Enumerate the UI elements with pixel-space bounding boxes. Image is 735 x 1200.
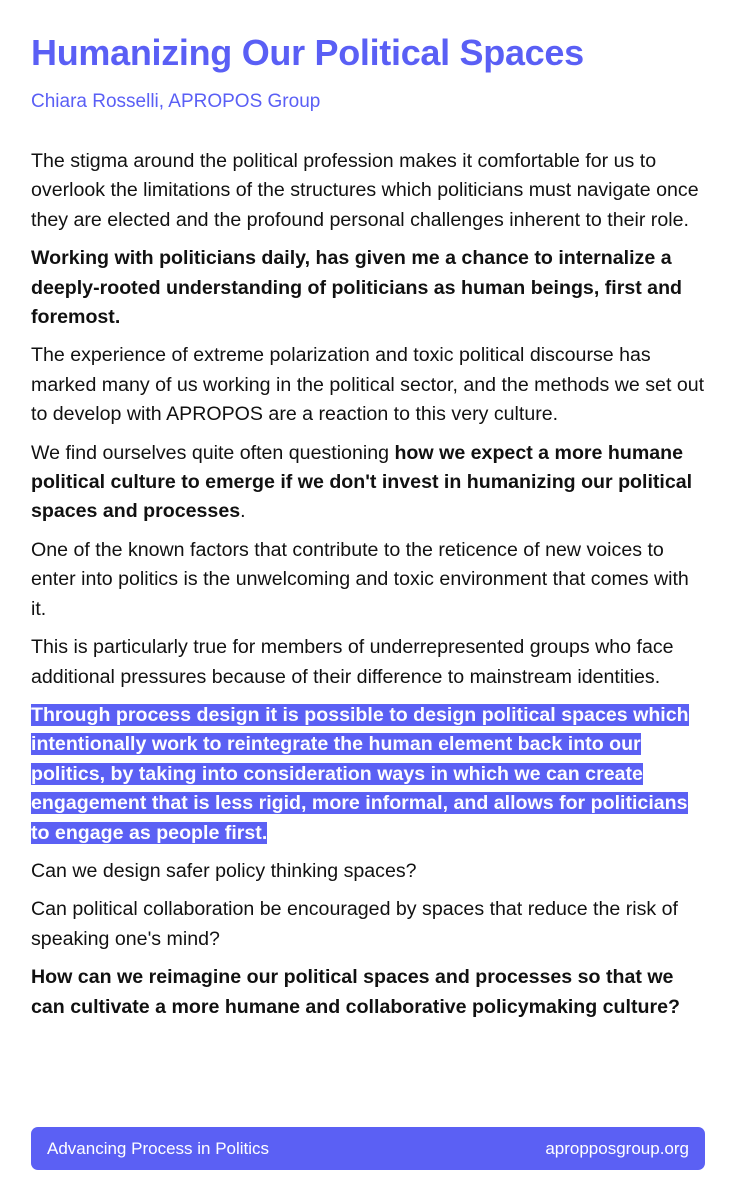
paragraph-1: The stigma around the political profession makes it comfortable for us to overlook the limitations of the structures which politicians must navigate once they are elected and the profound personal challenges inherent to their role. xyxy=(31,150,699,231)
paragraph-7 xyxy=(31,701,705,848)
paragraph-2: Working with politicians daily, has given me a chance to internalize a deeply-rooted understanding of politicians as human beings, first and foremost. xyxy=(31,247,683,329)
footer-website-link[interactable]: apropposgroup.org xyxy=(545,1138,689,1158)
paragraph-3: The experience of extreme polarization and toxic political discourse has marked many of us working in the political sector, and the methods we set out to develop with APROPOS are a reaction to this very culture. xyxy=(31,344,705,426)
paragraph-4-start: We find ourselves quite often questioning xyxy=(31,441,395,464)
footer-tagline: Advancing Process in Politics xyxy=(47,1138,270,1158)
page-title: Humanizing Our Political Spaces xyxy=(31,32,584,73)
highlighted-text[interactable]: Through process design it is possible to design political spaces which intentionally work to reintegrate the human element back into our politics, by taking into consideration ways in which we can create engagement that is less rigid, more informal, and allows for politicians to engage as people first. xyxy=(31,703,689,844)
paragraph-4 xyxy=(31,439,705,527)
paragraph-4-end: . xyxy=(240,500,246,523)
paragraph-9: Can political collaboration be encouraged by spaces that reduce the risk of speaking one's mind? xyxy=(31,898,678,950)
article xyxy=(31,30,705,1031)
paragraph-6: This is particularly true for members of underrepresented groups who face additional pressures because of their difference to mainstream identities. xyxy=(31,636,674,688)
paragraph-4-bold: how we expect a more humane political culture to emerge if we don't invest in humanizing our political spaces and processes xyxy=(31,441,693,523)
paragraph-10: How can we reimagine our political spaces and processes so that we can cultivate a more humane and collaborative policymaking culture? xyxy=(31,966,680,1018)
paragraph-8: Can we design safer policy thinking spaces? xyxy=(31,859,417,882)
author-byline: Chiara Rosselli, APROPOS Group xyxy=(31,91,321,112)
footer-bar xyxy=(31,1127,705,1170)
paragraph-5: One of the known factors that contribute to the reticence of new voices to enter into politics is the unwelcoming and toxic environment that comes with it. xyxy=(31,538,689,620)
article-body xyxy=(31,147,705,1022)
